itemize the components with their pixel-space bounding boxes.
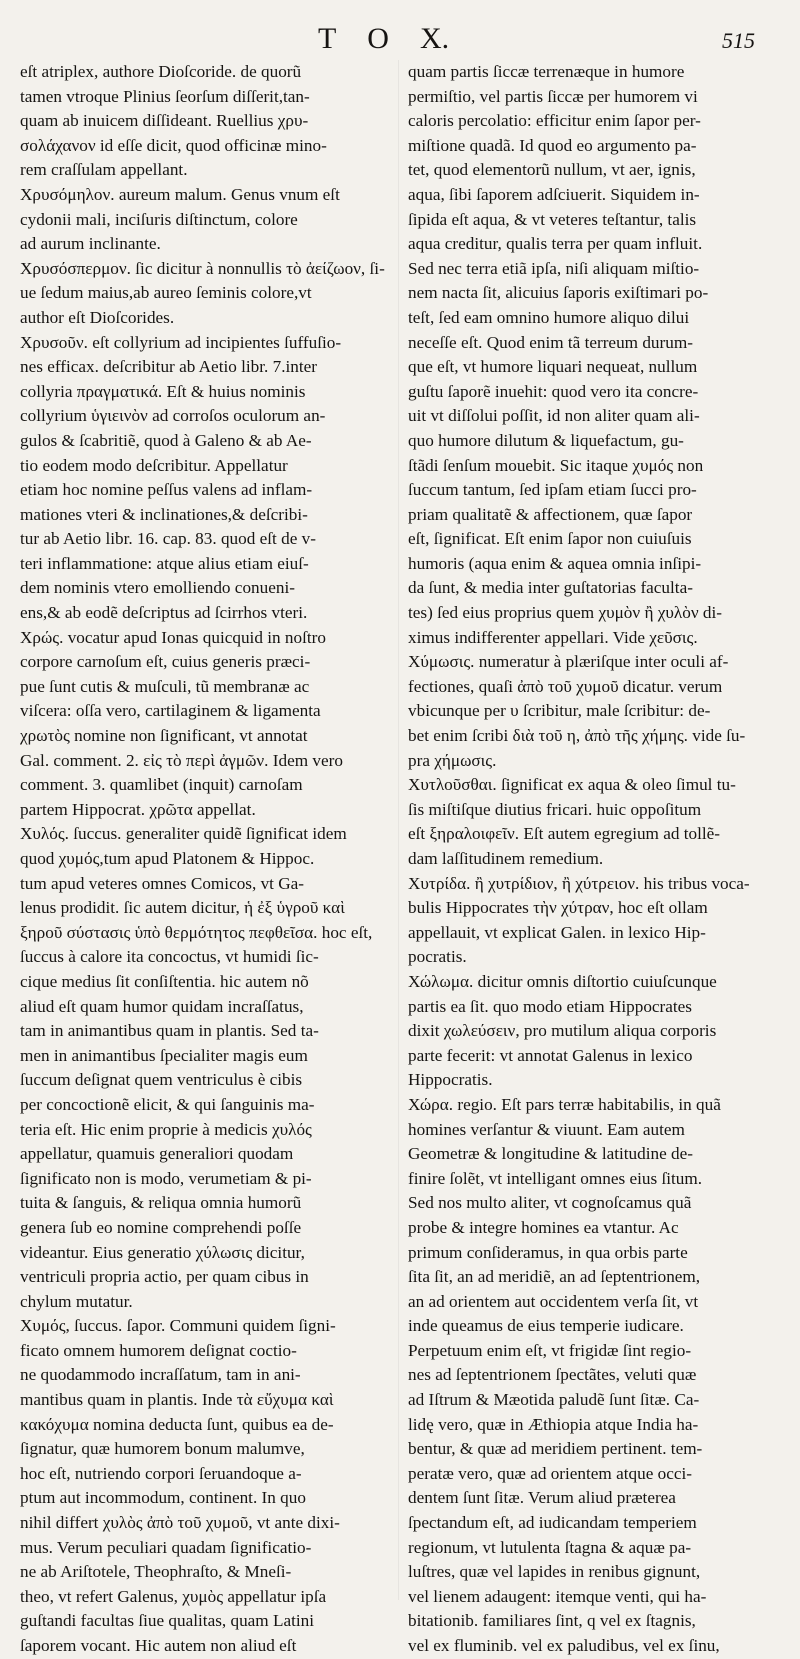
text-line: mus. Verum peculiari quadam ſignificatio- <box>20 1537 312 1557</box>
running-head-right: X. <box>420 22 450 55</box>
text-line: σολάχανον id eſſe dicit, quod officinæ mino- <box>20 135 327 155</box>
text-line: ximus indifferenter appellari. Vide χεῦσις. <box>408 627 698 647</box>
text-line: Χρυσόμηλον. aureum malum. Genus vnum eſt <box>20 184 340 204</box>
text-line: ſignificato non is modo, verumetiam & pi- <box>20 1168 312 1188</box>
text-line: appellatur, quamuis generaliori quodam <box>20 1144 294 1164</box>
text-line: Χρώς. vocatur apud Ionas quicquid in noſtro <box>20 627 326 647</box>
text-line: teria eſt. Hic enim proprie à medicis χυλός <box>20 1119 312 1139</box>
text-line: etiam hoc nomine peſſus valens ad inflam- <box>20 480 313 500</box>
text-line: dentem ſunt ſitæ. Verum aliud præterea <box>408 1488 676 1508</box>
text-line: inde queamus de eius temperie iudicare. <box>408 1316 684 1336</box>
text-line: ξηροῦ σύστασις ὑπὸ θερμότητος πεφθεῖσα. hoc eſt, <box>20 922 373 942</box>
text-line: neceſſe eſt. Quod enim tã terreum durum- <box>408 332 693 352</box>
text-line: ſtãdi ſenſum mouebit. Sic itaque χυμός non <box>408 455 704 475</box>
text-line: an ad orientem aut occidentem verſa ſit, vt <box>408 1291 699 1311</box>
text-line: guſtu ſaporẽ inuehit: quod vero ita concre- <box>408 381 699 401</box>
text-line: quo humore dilutum & liquefactum, gu- <box>408 430 684 450</box>
text-line: quod χυμός,tum apud Platonem & Hippoc. <box>20 849 315 868</box>
text-line: Χυμός, ſuccus. ſapor. Communi quidem ſigni- <box>20 1316 336 1336</box>
text-line: eſt, ſignificat. Eſt enim ſapor non cuiuſuis <box>408 529 692 549</box>
text-line: que eſt, vt humore liquari nequeat, nullum <box>408 357 698 377</box>
text-line: peratæ vero, quæ ad orientem atque occi- <box>408 1463 692 1483</box>
text-line: ue ſedum maius,ab aureo ſeminis colore,vt <box>20 283 312 303</box>
text-line: aqua creditur, qualis terra per quam influit. <box>408 234 703 254</box>
text-line: men in animantibus ſpecialiter magis eum <box>20 1045 308 1065</box>
text-line: finire ſolẽt, vt intelligant omnes eius ſitum. <box>408 1168 703 1188</box>
text-line: mantibus quam in plantis. Inde τὰ εὔχυμα καὶ <box>20 1390 334 1410</box>
text-line: aliud eſt quam humor quidam incraſſatus, <box>20 996 304 1016</box>
text-line: ſpectandum eſt, ad iudicandam temperiem <box>408 1513 697 1533</box>
text-line: Χυτλοῦσθαι. ſignificat ex aqua & oleo ſimul tu- <box>408 775 736 795</box>
column-gutter <box>398 60 399 1600</box>
text-line: bet enim ſcribi διὰ τοῦ η, ἀπὸ τῆς χήμης. vide ſu- <box>408 726 746 746</box>
text-line: Χώλωμα. dicitur omnis diſtortio cuiuſcunque <box>408 971 717 991</box>
text-line: luſtres, quæ vel lapides in renibus gignunt, <box>408 1562 701 1582</box>
text-line: teri inflammatione: atque alius etiam eiuſ- <box>20 553 309 573</box>
text-line: ventriculi propria actio, per quam cibus in <box>20 1267 309 1287</box>
text-line: probe & integre homines ea vtantur. Ac <box>408 1217 679 1237</box>
text-line: ad aurum inclinante. <box>20 234 161 254</box>
text-line: Gal. comment. 2. εἰς τὸ περὶ ἀγμῶν. Idem vero <box>20 750 343 770</box>
text-line: ſuccum deſignat quem ventriculus è cibis <box>20 1070 303 1090</box>
text-line: chylum mutatur. <box>20 1291 133 1311</box>
text-line: teſt, ſed eam omnino humore aliquo dilui <box>408 307 690 327</box>
text-line: ne ab Ariſtotele, Theophraſto, & Mneſi- <box>20 1562 292 1582</box>
text-line: pue ſunt cutis & muſculi, tũ membranæ ac <box>20 676 310 696</box>
text-line: ficato omnem humorem deſignat coctio- <box>20 1340 297 1360</box>
text-line: ſis miſtiſque diutius fricari. huic oppoſitum <box>408 799 702 819</box>
text-line: eſt ξηραλοιφεῖν. Eſt autem egregium ad tollẽ- <box>408 824 721 844</box>
text-line: bitationib. familiares ſint, q vel ex ſtagnis, <box>408 1611 696 1631</box>
text-line: miſtione quadã. Id quod eo argumento pa- <box>408 135 697 155</box>
text-line: humoris (aqua enim & aqueа omnia inſipi- <box>408 553 702 573</box>
text-line: uit vt diſſolui poſſit, id non aliter quam ali- <box>408 406 700 426</box>
text-line: primum conſideramus, in qua orbis parte <box>408 1242 688 1262</box>
text-line: Sed nos multo aliter, vt cognoſcamus quã <box>408 1193 692 1213</box>
text-line: pocratis. <box>408 947 467 967</box>
text-line: quam ab inuicem diſſideant. Ruellius χρυ- <box>20 111 309 131</box>
text-line: appellauit, vt explicat Galen. in lexico Hip- <box>408 922 706 942</box>
text-line: priam qualitatẽ & affectionem, quæ ſapor <box>408 504 693 524</box>
text-line: homines verſantur & viuunt. Eam autem <box>408 1119 685 1139</box>
running-head <box>0 14 800 54</box>
text-line: Χρυσοῦν. eſt collyrium ad incipientes ſuffuſio- <box>20 332 342 352</box>
text-line: ens,& ab eodẽ deſcriptus ad ſcirrhos vteri. <box>20 603 308 623</box>
text-line: lenus prodidit. ſic autem dicitur, ἡ ἐξ ὑγροῦ καὶ <box>20 898 345 918</box>
text-line: bentur, & quæ ad meridiem pertinent. tem- <box>408 1439 703 1459</box>
text-line: nes efficax. deſcribitur ab Aetio libr. 7.inter <box>20 357 318 377</box>
page-number: 515 <box>722 28 755 53</box>
text-line: tam in animantibus quam in plantis. Sed ta- <box>20 1021 319 1041</box>
text-line: hoc eſt, nutriendo corpori ſeruandoque a- <box>20 1463 302 1483</box>
text-line: tur ab Aetio libr. 16. cap. 83. quod eſt de v- <box>20 529 316 549</box>
text-line: corpore carnoſum eſt, cuius generis præci- <box>20 652 311 672</box>
running-head-left: T O <box>318 22 401 55</box>
text-line: dem nominis vtero emolliendo conueni- <box>20 578 295 598</box>
text-line: ſuccus à calore ita concoctus, vt humidi ſic- <box>20 947 319 967</box>
text-line: partis ea ſit. quo modo etiam Hippocrates <box>408 996 692 1016</box>
text-line: κακόχυμα nomina deducta ſunt, quibus ea de- <box>20 1414 334 1434</box>
text-line: ne quodammodo incraſſatum, tam in ani- <box>20 1365 301 1385</box>
text-line: eſt atriplex, authore Dioſcoride. de quorũ <box>20 62 302 81</box>
text-line: tet, quod elementorũ nullum, vt aer, ignis, <box>408 160 696 180</box>
text-line: author eſt Dioſcorides. <box>20 307 175 327</box>
text-line: Χώρα. regio. Eſt pars terræ habitabilis, in quã <box>408 1094 721 1114</box>
text-line: Hippocratis. <box>408 1070 493 1090</box>
text-line: ſita ſit, an ad meridiẽ, an ad ſeptentrionem, <box>408 1267 701 1287</box>
text-line: Χύμωσις. numeratur à plæriſque inter oculi af- <box>408 652 729 672</box>
text-line: dam laſſitudinem remedium. <box>408 849 604 868</box>
text-line: genera ſub eo nomine comprehendi poſſe <box>20 1217 302 1237</box>
text-line: theo, vt refert Galenus, χυμὸς appellatur ipſa <box>20 1586 327 1606</box>
text-line: Sed nec terra etiã ipſa, niſi aliquam miſtio- <box>408 258 700 278</box>
text-line: mationes vteri & inclinationes,& deſcribi- <box>20 504 308 524</box>
text-line: Χρυσόσπερμον. ſic dicitur à nonnullis τὸ ἀείζωον, ſi- <box>20 258 385 278</box>
text-line: permiſtio, vel partis ſiccæ per humorem vi <box>408 86 698 106</box>
text-line: gulos & ſcabritiẽ, quod à Galeno & ab Ae- <box>20 430 312 450</box>
text-line: cydonii mali, inciſuris diſtinctum, colore <box>20 209 298 229</box>
text-line: fectiones, quaſi ἀπὸ τοῦ χυμοῦ dicatur. verum <box>408 676 723 696</box>
text-line: ad Iſtrum & Mæotida paludẽ ſunt ſitæ. Ca- <box>408 1390 700 1410</box>
text-block <box>408 60 774 1659</box>
text-line: Geometræ & longitudine & latitudine de- <box>408 1144 693 1164</box>
text-line: cique medius ſit conſiſtentia. hic autem nõ <box>20 971 309 991</box>
text-line: regionum, vt lutulenta ſtagna & aquæ pa- <box>408 1537 692 1557</box>
text-line: tuita & ſanguis, & reliqua omnia humorũ <box>20 1193 302 1213</box>
text-line: dixit χωλεύσειν, pro mutilum aliqua corporis <box>408 1021 717 1041</box>
text-line: vbicunque per υ ſcribitur, male ſcribitur: de- <box>408 701 711 721</box>
text-line: parte fecerit: vt annotat Galenus in lexico <box>408 1045 693 1065</box>
text-line: nes ad ſeptentrionem ſpectãtes, veluti quæ <box>408 1365 697 1385</box>
text-line: χρωτὸς nomine non ſignificant, vt annotat <box>20 726 308 746</box>
text-line: ſipida eſt aqua, & vt veteres teſtantur, talis <box>408 209 697 229</box>
text-line: vel ex fluminib. vel ex paludibus, vel ex ſinu, <box>408 1636 720 1655</box>
text-line: aqua, ſibi ſaporem adſciuerit. Siquidem in- <box>408 184 700 204</box>
text-line: lidę vero, quæ in Æthiopia atque India ha- <box>408 1414 699 1434</box>
text-line: pra χήμωσις. <box>408 750 497 770</box>
right-column <box>408 60 774 1659</box>
text-line: rem craſſulam appellant. <box>20 160 188 180</box>
text-line: bulis Hippocrates τὴν χύτραν, hoc eſt ollam <box>408 898 708 918</box>
text-line: guſtandi facultas ſiue qualitas, quam Latini <box>20 1611 315 1631</box>
text-line: Χυτρίδα. ἢ χυτρίδιον, ἢ χύτρειον. his tribus voca- <box>408 873 750 893</box>
text-line: vel lienem adaugent: itemque venti, qui ha- <box>408 1586 707 1606</box>
text-line: tes) ſed eius proprius quem χυμὸν ἢ χυλὸν di- <box>408 603 722 623</box>
text-line: caloris percolatio: efficitur enim ſapor per- <box>408 111 701 131</box>
text-line: viſcera: oſſa vero, cartilaginem & ligamenta <box>20 701 321 721</box>
text-line: Perpetuum enim eſt, vt frigidæ ſint regio- <box>408 1340 692 1360</box>
text-line: ſaporem vocant. Hic autem non aliud eſt <box>20 1636 297 1655</box>
text-line: ſignatur, quæ humorem bonum malumve, <box>20 1439 305 1459</box>
text-line: ptum aut incommodum, continent. In quo <box>20 1488 306 1508</box>
text-line: ſuccum tantum, ſed ipſam etiam ſucci pro- <box>408 480 697 500</box>
text-line: tamen vtroque Plinius ſeorſum diſſerit,tan- <box>20 86 310 106</box>
text-block <box>20 60 386 1659</box>
text-line: collyrium ὑγιεινὸν ad corroſos oculorum an- <box>20 406 326 426</box>
text-line: comment. 3. quamlibet (inquit) carnoſam <box>20 775 303 795</box>
left-column <box>20 60 386 1659</box>
text-line: nem nacta ſit, alicuius ſaporis exiſtimari po- <box>408 283 709 303</box>
text-line: nihil differt χυλὸς ἀπὸ τοῦ χυμοῦ, vt ante dixi- <box>20 1513 340 1533</box>
text-line: collyria πραγματικά. Eſt & huius nominis <box>20 381 306 401</box>
text-line: videantur. Eius generatio χύλωσις dicitur, <box>20 1242 305 1262</box>
text-line: per concoctionẽ elicit, & qui ſanguinis ma- <box>20 1094 315 1114</box>
text-line: tio eodem modo deſcribitur. Appellatur <box>20 455 288 475</box>
text-line: partem Hippocrat. χρῶτα appellat. <box>20 799 256 819</box>
text-line: tum apud veteres omnes Comicos, vt Ga- <box>20 873 305 893</box>
text-line: quam partis ſiccæ terrenæque in humore <box>408 62 685 81</box>
text-line: Χυλός. ſuccus. generaliter quidẽ ſignificat idem <box>20 824 347 844</box>
text-line: da ſunt, & media inter guſtatorias faculta- <box>408 578 693 598</box>
